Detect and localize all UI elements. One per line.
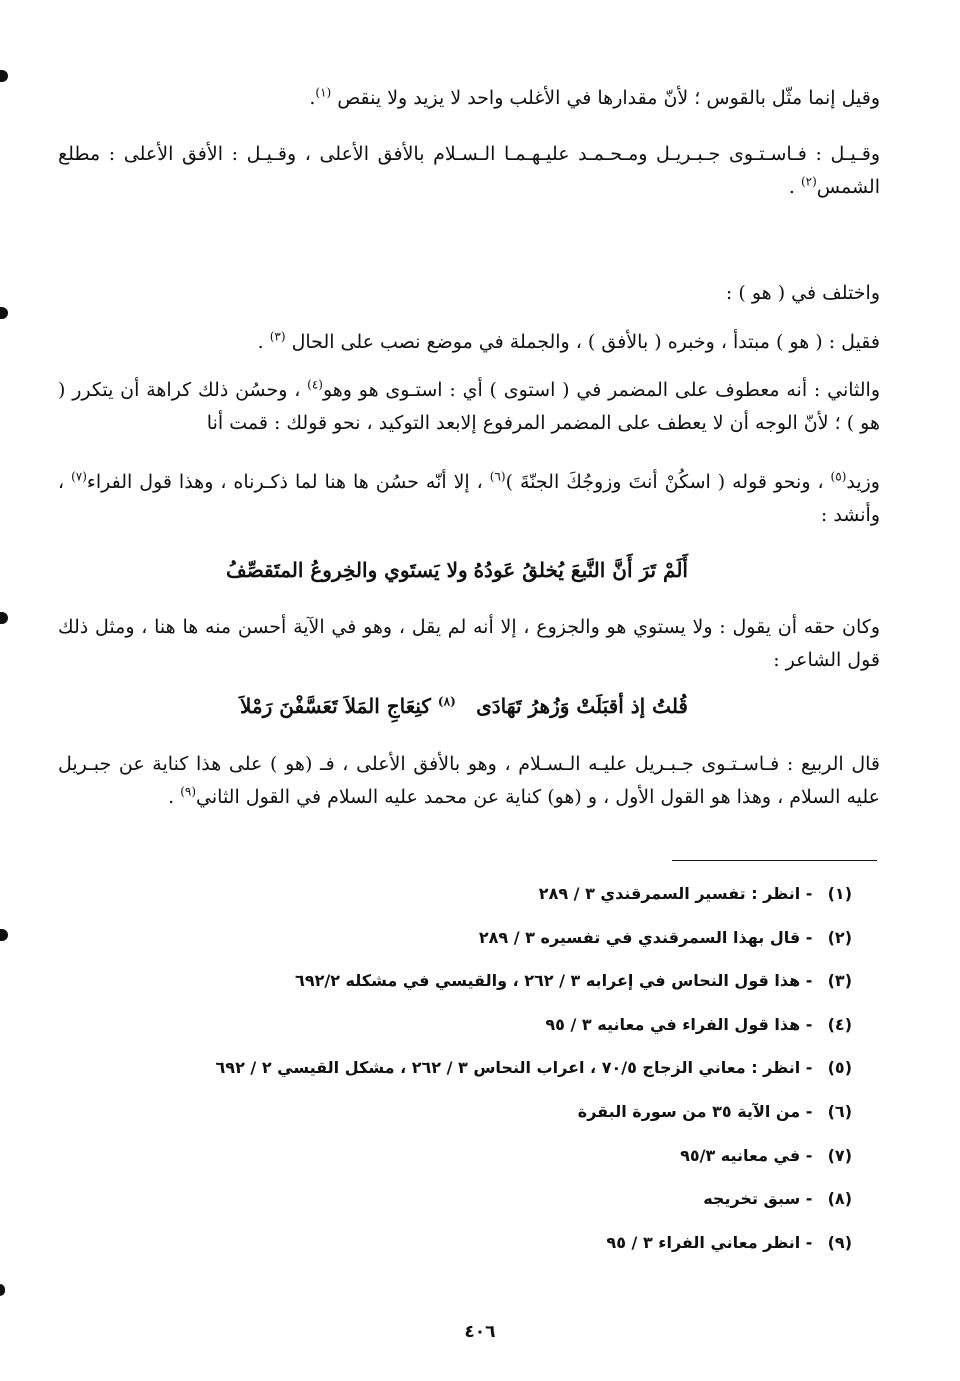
footnote: (٩) - انظر معاني الفراء ٣ / ٩٥ (606, 1232, 852, 1252)
binding-mark (0, 929, 8, 941)
footnote: (٣) - هذا قول النحاس في إعرابه ٣ / ٢٦٢ ، والقيسي في مشكله ٦٩٢/٢ (295, 971, 852, 991)
paragraph: والثاني : أنه معطوف على المضمر في ( استوى ) أي : استـوى هو وهو$^{(٤)}$ ، وحسُن ذلك كراهة أن يتكرر ( هو ) ؛ لأنّ الوجه أن لا يعطف على المضمر المرفوع إلابعد التوكيد ، نحو قولك : قمت أنا (58, 377, 880, 435)
paragraph: وزيد$^{(٥)}$ ، ونحو قوله ( اسكُنْ أنتَ وزوجُكَ الجنّةَ )$^{(٦)}$ ، إلا أنّه حسُن ها هنا لما ذكـرناه ، وهذا قول الفراء$^{(٧)}$ ، وأنشد : (58, 469, 880, 527)
paragraph: وكان حقه أن يقول : ولا يستوي هو والجزوع ، إلا أنه لم يقل ، وهو في الآية أحسن منه ها هنا ، ومثل ذلك قول الشاعر : (58, 616, 880, 672)
footnote: (٦) - من الآية ٣٥ من سورة البقرة (577, 1101, 852, 1121)
verse-first-hemistich: أَلَمْ تَرَ أَنَّ النَّبعَ يُخلقُ عَودُهُ (473, 558, 688, 582)
footnote-ref: (٩) (180, 784, 197, 799)
binding-mark (0, 1284, 5, 1296)
footnote-ref: (٦) (489, 469, 506, 484)
footnote: (٥) - انظر : معاني الزجاج ٧٠/٥ ، اعراب النحاس ٣ / ٢٦٢ ، مشكل القيسي ٢ / ٦٩٢ (215, 1058, 852, 1078)
binding-mark (0, 307, 8, 319)
binding-mark (0, 612, 8, 624)
footnote: (٨) - سبق تخريجه (703, 1189, 852, 1209)
binding-mark (0, 70, 8, 82)
footnote: (٢) - قال بهذا السمرقندي في تفسيره ٣ / ٢٨٩ (478, 927, 852, 947)
footnote-ref: (٣) (269, 329, 286, 344)
verse-first-hemistich: قُلتُ إذ أقبَلَتْ وَزُهرُ تَهَادَى (476, 694, 688, 718)
paragraph: فقيل : ( هو ) مبتدأ ، وخبره ( بالأفق ) ، والجملة في موضع نصب على الحال $^{(٣)}$ . (257, 329, 880, 353)
footnote-ref: (١) (315, 85, 332, 100)
verse-second-hemistich: $^{(٨)}$ كنِعَاجِ المَلاَ تَعَسَّفْنَ رَمْلاَ (240, 694, 456, 718)
footnote-ref: (٤) (307, 377, 323, 392)
footnote-ref: (٢) (800, 174, 817, 189)
footnote-ref: (٧) (71, 469, 87, 484)
footnote: (٧) - في معانيه ٩٥/٣ (680, 1145, 852, 1165)
footnote-ref: (٥) (830, 469, 847, 484)
paragraph: وقيل إنما مثّل بالقوس ؛ لأنّ مقدارها في الأغلب واحد لا يزيد ولا ينقص $^{(١)}$. (309, 85, 880, 109)
footnotes (92, 877, 852, 1269)
footnote: (١) - انظر : تفسير السمرقندي ٣ / ٢٨٩ (538, 884, 852, 903)
paragraph: واختلف في ( هو ) : (725, 282, 880, 304)
verse-second-hemistich: ولا يَستَوي والخِروعُ المتَقصِّفُ (226, 558, 468, 582)
paragraph: قال الربيع : فـاسـتـوى جـبـريل عليـه الـسـلام ، وهو بالأفق الأعلى ، فـ (هو ) على هذا كناية عن جبـريل عليه السلام ، وهذا هو القول الأول ، و (هو) كناية عن محمد عليه السلام في القول الثاني$^{(٩)}$ . (58, 753, 880, 809)
footnote-ref: (٨) (437, 694, 456, 709)
paragraph: وقـيـل : فـاسـتـوى جـبـريـل ومـحـمـد عليـهـمـا الـسـلام بالأفق الأعلى ، وقـيـل : الأفق الأعلى : مطلع الشمس$^{(٢)}$ . (58, 143, 880, 199)
footnote: (٤) - هذا قول الفراء في معانيه ٣ / ٩٥ (545, 1014, 852, 1034)
footnote-separator (672, 860, 877, 861)
page-number: ٤٠٦ (464, 1322, 496, 1342)
